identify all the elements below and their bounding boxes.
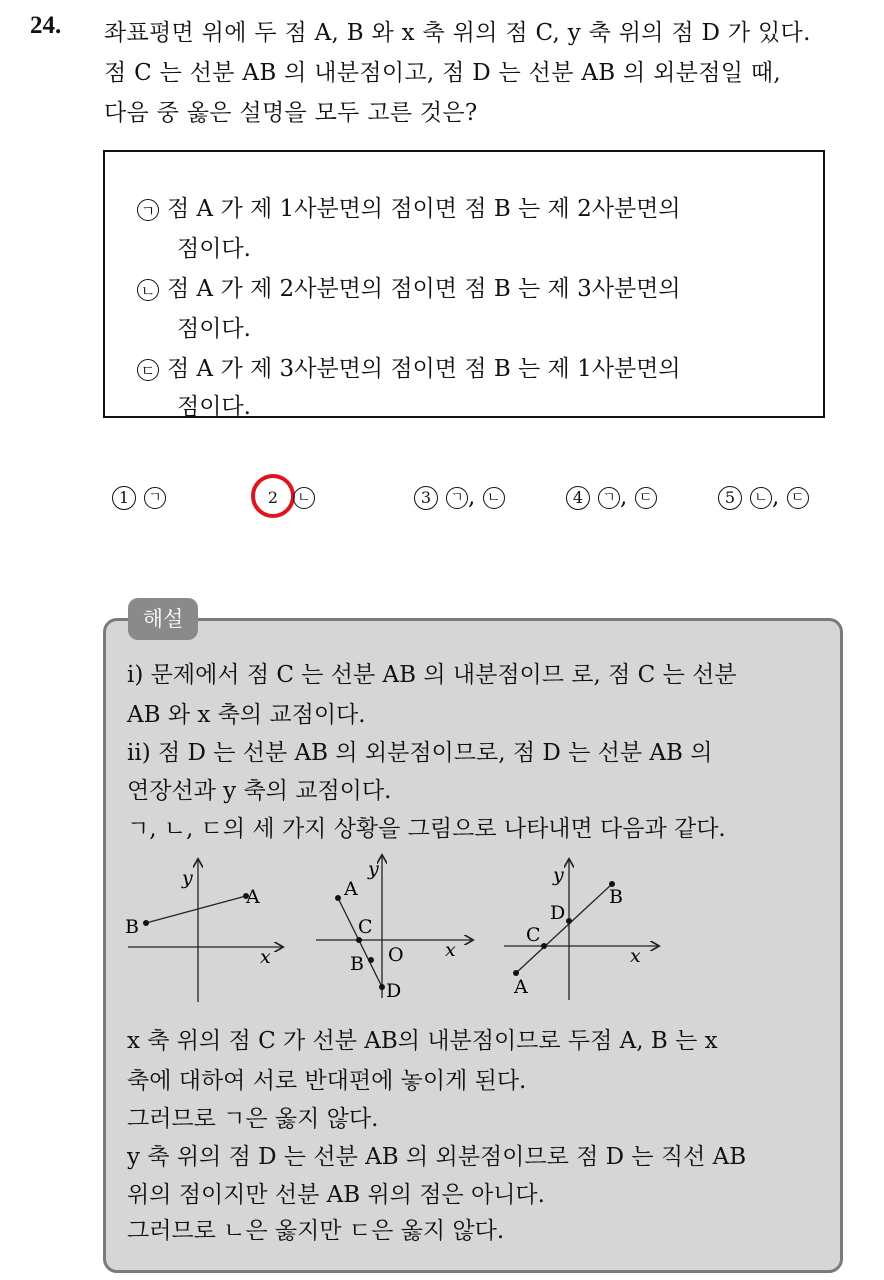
point-b	[143, 920, 149, 926]
label-x: x	[445, 939, 456, 961]
solution-line-2: AB 와 x 축의 교점이다.	[127, 702, 366, 728]
solution-line-6: x 축 위의 점 C 가 선분 AB의 내분점이므로 두점 A, B 는 x	[127, 1028, 718, 1054]
point-a	[335, 895, 341, 901]
figure-2	[312, 850, 477, 1005]
segment-ab	[146, 896, 246, 923]
statement-1-marker: ㄱ	[137, 199, 159, 221]
solution-line-8: 그러므로 ㄱ은 옳지 않다.	[127, 1106, 379, 1132]
solution-line-10: 위의 점이지만 선분 AB 위의 점은 아니다.	[127, 1182, 545, 1208]
label-x: x	[630, 945, 641, 967]
solution-line-7: 축에 대하여 서로 반대편에 놓이게 된다.	[127, 1068, 527, 1094]
label-d: D	[386, 980, 402, 1002]
choice-3[interactable]: 3 ㄱ , ㄴ	[414, 484, 505, 510]
label-c: C	[526, 924, 541, 946]
statement-1: ㄱ 점 A 가 제 1사분면의 점이면 점 B 는 제 2사분면의	[137, 190, 681, 223]
label-o: O	[388, 944, 404, 966]
statement-3: ㄷ 점 A 가 제 3사분면의 점이면 점 B 는 제 1사분면의	[137, 350, 681, 383]
question-number: 24.	[30, 12, 62, 39]
solution-line-1: ⅰ) 문제에서 점 C 는 선분 AB 의 내분점이므 로, 점 C 는 선분	[127, 662, 737, 688]
label-y: y	[553, 864, 564, 886]
label-b: B	[125, 916, 139, 938]
question-line-1: 좌표평면 위에 두 점 A, B 와 x 축 위의 점 C, y 축 위의 점 D 가 있다.	[104, 20, 811, 46]
statement-3-marker: ㄷ	[137, 359, 159, 381]
statement-2-cont: 점이다.	[177, 316, 251, 342]
question-line-2: 점 C 는 선분 AB 의 내분점이고, 점 D 는 선분 AB 의 외분점일 때,	[104, 60, 781, 86]
choice-2[interactable]: 2 ㄴ	[261, 484, 315, 510]
label-a: A	[344, 878, 358, 900]
label-x: x	[260, 946, 271, 968]
solution-line-5: ㄱ, ㄴ, ㄷ의 세 가지 상황을 그림으로 나타내면 다음과 같다.	[127, 816, 726, 842]
statements-box	[103, 150, 825, 418]
choice-5[interactable]: 5 ㄴ , ㄷ	[718, 484, 809, 510]
statement-3-cont: 점이다.	[177, 394, 251, 420]
point-d	[379, 984, 385, 990]
point-b	[368, 957, 374, 963]
label-y: y	[368, 858, 379, 880]
solution-line-4: 연장선과 y 축의 교점이다.	[127, 778, 392, 804]
solution-tag: 해설	[128, 598, 198, 640]
label-y: y	[182, 867, 193, 889]
statement-2-marker: ㄴ	[137, 279, 159, 301]
choice-4[interactable]: 4 ㄱ , ㄷ	[566, 484, 657, 510]
question-line-3: 다음 중 옳은 설명을 모두 고른 것은?	[104, 100, 478, 126]
label-d: D	[550, 902, 566, 924]
label-b: B	[609, 886, 623, 908]
statement-1-cont: 점이다.	[177, 236, 251, 262]
point-c	[541, 943, 547, 949]
choice-1[interactable]: 1 ㄱ	[112, 484, 166, 510]
figure-1	[120, 850, 295, 1005]
figure-3	[500, 850, 665, 1005]
label-a: A	[246, 886, 260, 908]
solution-line-11: 그러므로 ㄴ은 옳지만 ㄷ은 옳지 않다.	[127, 1218, 505, 1244]
statement-2: ㄴ 점 A 가 제 2사분면의 점이면 점 B 는 제 3사분면의	[137, 270, 681, 303]
label-a: A	[514, 976, 528, 998]
label-b: B	[350, 953, 364, 975]
point-d	[566, 918, 572, 924]
solution-line-3: ⅱ) 점 D 는 선분 AB 의 외분점이므로, 점 D 는 선분 AB 의	[127, 740, 713, 766]
label-c: C	[358, 916, 373, 938]
solution-line-9: y 축 위의 점 D 는 선분 AB 의 외분점이므로 점 D 는 직선 AB	[127, 1144, 747, 1170]
